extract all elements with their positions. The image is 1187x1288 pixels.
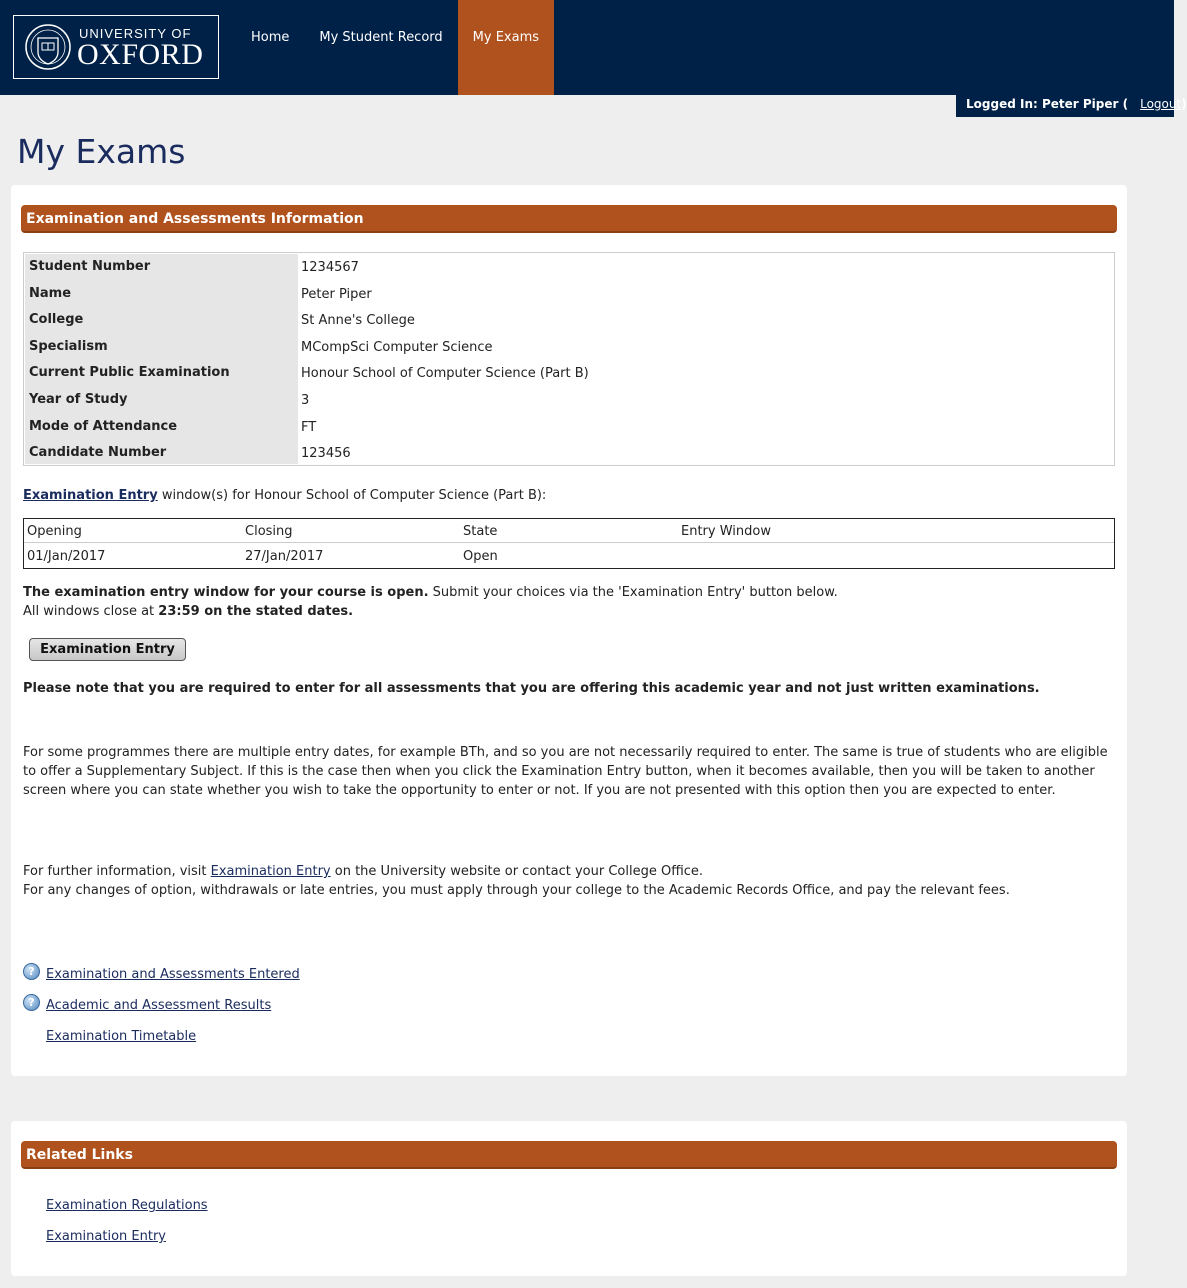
nav-my-student-record[interactable]: My Student Record bbox=[319, 30, 443, 45]
logged-in-text: Logged In: Peter Piper bbox=[966, 97, 1119, 111]
info-value: 3 bbox=[301, 393, 310, 408]
logout-link[interactable]: Logout bbox=[1140, 97, 1182, 111]
site-header bbox=[0, 0, 1174, 95]
window-table-header bbox=[24, 519, 1114, 543]
examination-regulations-link[interactable]: Examination Regulations bbox=[46, 1198, 208, 1213]
nav-my-exams[interactable]: My Exams bbox=[458, 0, 554, 95]
info-value: Honour School of Computer Science (Part B) bbox=[301, 366, 589, 381]
col-opening: Opening bbox=[27, 524, 82, 539]
student-info-table bbox=[23, 252, 1115, 466]
notice-open-rest: Submit your choices via the 'Examination Entry' button below. bbox=[428, 585, 838, 600]
help-icon[interactable]: ? bbox=[23, 994, 40, 1011]
further-examination-entry-link[interactable]: Examination Entry bbox=[210, 864, 331, 879]
related-links-header: Related Links bbox=[21, 1141, 1117, 1169]
close-suffix: on the stated dates. bbox=[199, 604, 354, 619]
info-row bbox=[24, 440, 1114, 466]
info-label: Year of Study bbox=[29, 392, 128, 407]
notice-open-bold: The examination entry window for your course is open. bbox=[23, 585, 429, 600]
info-value: MCompSci Computer Science bbox=[301, 340, 493, 355]
entry-dates-paragraph: For some programmes there are multiple entry dates, for example BTh, and so you are not necessarily required to enter. The same is true of students who are eligible to offer a Supplementary Subject. If this is the case then when you click the Examination Entry button, when it becomes available, then you will be taken to another screen where you can state whether you wish to take the opportunity to enter or not. If you are not presented with this option then you are expected to enter. bbox=[23, 745, 1108, 798]
timetable-link[interactable]: Examination Timetable bbox=[46, 1029, 197, 1044]
help-icon[interactable]: ? bbox=[23, 963, 40, 980]
entry-window-table bbox=[23, 518, 1115, 569]
info-row bbox=[24, 307, 1114, 333]
info-label: Specialism bbox=[29, 339, 108, 354]
closing-date: 27/Jan/2017 bbox=[245, 549, 324, 564]
col-entry-window: Entry Window bbox=[681, 524, 771, 539]
entry-intro-text: window(s) for Honour School of Computer Science (Part B): bbox=[157, 488, 547, 503]
info-label: College bbox=[29, 312, 84, 327]
info-value: 1234567 bbox=[301, 260, 359, 275]
page-title: My Exams bbox=[17, 132, 186, 171]
table-row bbox=[24, 544, 1114, 568]
further-prefix: For further information, visit bbox=[23, 864, 211, 879]
further-suffix: on the University website or contact your College Office. bbox=[330, 864, 704, 879]
logo-line2: OXFORD bbox=[77, 38, 204, 71]
info-value: Peter Piper bbox=[301, 287, 372, 302]
entry-window-intro bbox=[23, 488, 546, 503]
crest-icon bbox=[24, 22, 72, 72]
related-examination-entry-link[interactable]: Examination Entry bbox=[46, 1229, 166, 1244]
login-bar bbox=[956, 95, 1187, 117]
changes-text: For any changes of option, withdrawals or late entries, you must apply through your college to the Academic Records Office, and pay the relevant fees. bbox=[23, 883, 1010, 898]
col-closing: Closing bbox=[245, 524, 293, 539]
info-label: Mode of Attendance bbox=[29, 419, 178, 434]
info-value: FT bbox=[301, 420, 317, 435]
results-link[interactable]: Academic and Assessment Results bbox=[46, 998, 272, 1013]
close-time: 23:59 bbox=[158, 604, 200, 619]
info-row bbox=[24, 414, 1114, 440]
info-row bbox=[24, 254, 1114, 280]
info-label: Student Number bbox=[29, 259, 151, 274]
main-nav bbox=[236, 0, 554, 95]
col-state: State bbox=[463, 524, 498, 539]
info-row bbox=[24, 360, 1114, 386]
info-label: Candidate Number bbox=[29, 445, 167, 460]
required-note: Please note that you are required to enter for all assessments that you are offering this academic year and not just written examinations. bbox=[23, 681, 1040, 696]
exam-info-panel bbox=[11, 185, 1127, 1076]
further-info bbox=[23, 862, 1010, 900]
examination-entry-button[interactable]: Examination Entry bbox=[29, 638, 186, 661]
info-row bbox=[24, 387, 1114, 413]
exam-info-header: Examination and Assessments Information bbox=[21, 205, 1117, 233]
entry-open-notice bbox=[23, 583, 838, 621]
close-prefix: All windows close at bbox=[23, 604, 159, 619]
logo-line1: UNIVERSITY OF bbox=[79, 26, 192, 41]
info-value: 123456 bbox=[301, 446, 351, 461]
info-row bbox=[24, 334, 1114, 360]
examination-entry-link[interactable]: Examination Entry bbox=[23, 488, 158, 503]
window-state: Open bbox=[463, 549, 498, 564]
exams-entered-link[interactable]: Examination and Assessments Entered bbox=[46, 967, 300, 982]
oxford-logo[interactable] bbox=[13, 15, 219, 79]
info-row bbox=[24, 281, 1114, 307]
logout-paren: ( Logout) bbox=[1122, 97, 1187, 111]
info-label: Name bbox=[29, 286, 72, 301]
info-value: St Anne's College bbox=[301, 313, 415, 328]
opening-date: 01/Jan/2017 bbox=[27, 549, 106, 564]
info-label: Current Public Examination bbox=[29, 365, 230, 380]
nav-home[interactable]: Home bbox=[251, 30, 290, 45]
related-links-panel bbox=[11, 1121, 1127, 1276]
